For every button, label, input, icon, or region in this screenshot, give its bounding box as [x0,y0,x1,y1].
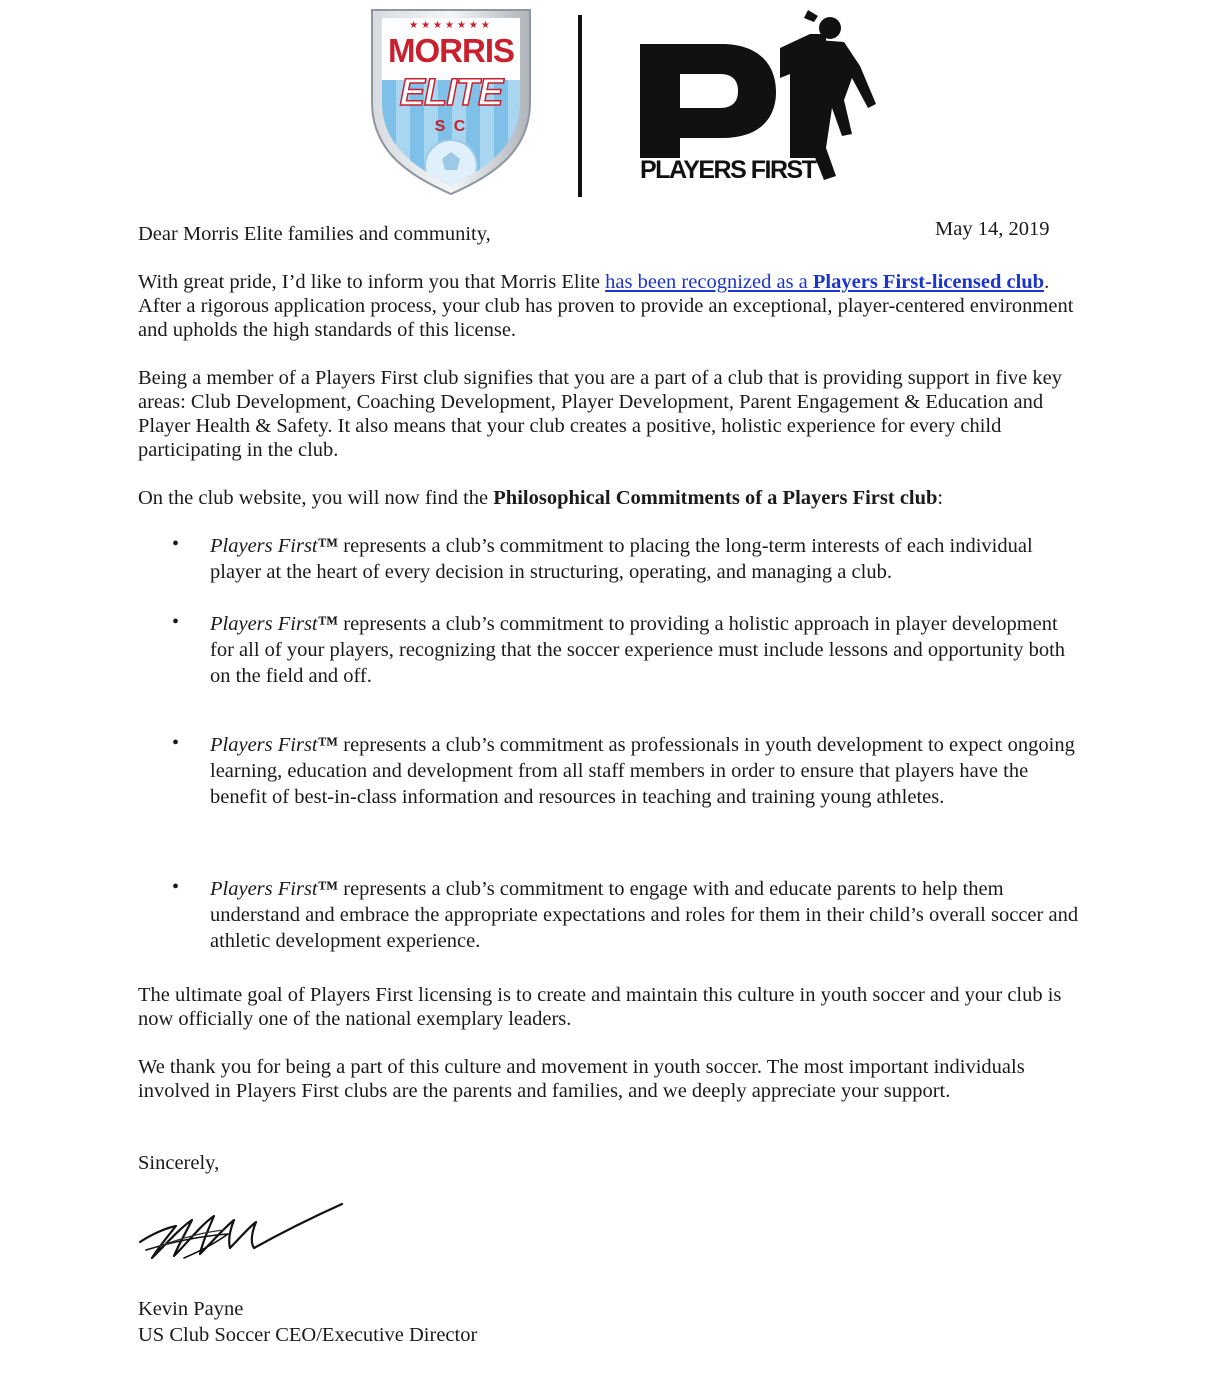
paragraph-recognition-rest: . After a rigorous application process, your club has proven to provide an exceptional, player-centered environment and upholds the high standards of this license. [138,271,1074,341]
commitments-heading: Philosophical Commitments of a Players First club [493,487,938,509]
bullet-icon: • [172,533,180,555]
list-item: Players First™ represents a club’s commitment to engage with and educate parents to help them understand and embrace the appropriate expectations and roles for them in their child’s overall soccer and athletic development experience. [210,878,1079,952]
paragraph-commitments-intro: On the club website, you will now find the Philosophical Commitments of a Players First club: [138,487,944,509]
paragraph-ultimate-goal: The ultimate goal of Players First licensing is to create and maintain this culture in youth soccer and your club is now officially one of the national exemplary leaders. [138,984,1062,1030]
list-item: Players First™ represents a club’s commitment to providing a holistic approach in player development for all of your players, recognizing that the soccer experience must include lessons and opportunity both on the field and off. [210,613,1066,687]
crest-text-sc: S C [434,118,468,135]
crest-text-morris: MORRIS [388,32,514,69]
crest-text-elite: ELITE [399,72,503,114]
bullet-icon: • [172,876,180,898]
players-first-license-link[interactable]: has been recognized as a Players First-licensed club [605,271,1045,293]
letter-date: May 14, 2019 [935,218,1050,240]
paragraph-recognition-intro: With great pride, I’d like to inform you that Morris Elite [138,271,606,293]
bullet-icon: • [172,611,180,633]
paragraph-recognition [138,270,1083,342]
signer-name: Kevin Payne [138,1298,244,1320]
header-divider [578,15,582,197]
signer-title: US Club Soccer CEO/Executive Director [138,1324,478,1346]
bullet-icon: • [172,732,180,754]
paragraph-key-areas: Being a member of a Players First club signifies that you are a part of a club that is providing support in five key areas: Club Development, Coaching Development, Player Development, Parent Engagement & Education and Player Health & Safety. It also means that your club creates a positive, holistic experience for every child participating in the club. [138,367,1062,461]
salutation: Dear Morris Elite families and community, [138,223,491,245]
paragraph-thanks: We thank you for being a part of this culture and movement in youth soccer. The most important individuals involved in Players First clubs are the parents and families, and we deeply appreciate your support. [138,1056,1025,1102]
players-first-logo [630,8,882,194]
list-item: Players First™ represents a club’s commitment to placing the long-term interests of each individual player at the heart of every decision in structuring, operating, and managing a club. [210,535,1033,583]
closing: Sincerely, [138,1152,220,1174]
signature [132,1198,352,1268]
list-item: Players First™ represents a club’s commitment as professionals in youth development to expect ongoing learning, education and development from all staff members in order to ensure that players have the benefit of best-in-class information and resources in teaching and training young athletes. [210,734,1075,808]
crest-stars: ★★★★★★★ [409,20,493,31]
handwritten-signature-icon [132,1198,352,1268]
morris-elite-logo [368,6,534,196]
players-first-wordmark: PLAYERS FIRST [640,156,816,184]
